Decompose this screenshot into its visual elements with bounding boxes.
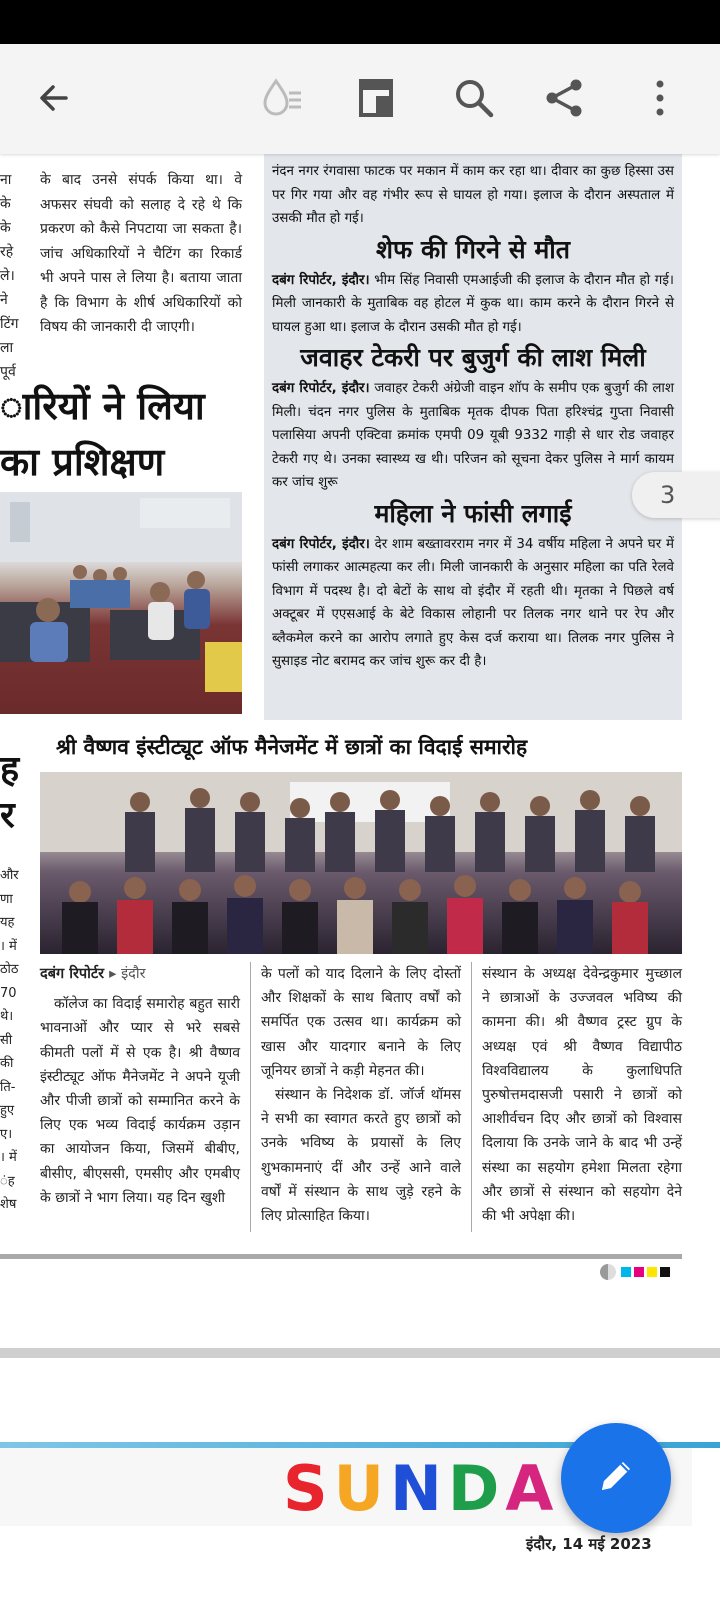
drop-text-icon	[259, 75, 305, 121]
left-column-text: के बाद उनसे संपर्क किया था। वे अफसर संघवी को सलाह दे रहे थे कि प्रकरण को कैसे निपटाया जा सकता है। जांच अधिकारियों ने चैटिंग का रिकार्ड भी अपने पास ले लिया है। बताया जाता है कि विभाग के शीर्ष अधिकारियों को विषय की जानकारी दी जाएगी।	[40, 172, 242, 335]
edit-fab-button[interactable]	[561, 1423, 671, 1533]
training-photo	[0, 492, 242, 714]
story-headline: जवाहर टेकरी पर बुजुर्ग की लाश मिली	[300, 343, 646, 372]
more-vert-icon	[654, 78, 666, 118]
more-options-button[interactable]	[636, 74, 684, 122]
story-text: दबंग रिपोर्टर, इंदौर। देर शाम बख्तावरराम नगर में 34 वर्षीय महिला ने अपने घर में फांसी लगाकर आत्महत्या कर ली। मिली जानकारी के अनुसार महिला का पति रेलवे विभाग में पदस्थ है। दो बेटों के साथ वो इंदौर में रहती थी। मृतका ने पिछले वर्ष अक्टूबर में एएसआई के बेटे विकास लोहानी पर तिलक नगर थाने पर रेप और ब्लैकमेल करने का आरोप लगाते हुए केस दर्ज कराया था। तिलक नगर पुलिस ने सुसाइड नोट बरामद कर जांच शुरू कर दी है।	[272, 536, 675, 669]
yellow-swatch	[647, 1267, 657, 1277]
section-rule	[0, 1254, 682, 1259]
search-icon	[453, 77, 495, 119]
masthead-letter: A	[505, 1452, 560, 1525]
byline-separator: ▸	[109, 966, 122, 982]
column-divider	[250, 962, 251, 1232]
masthead-letter: N	[390, 1452, 448, 1525]
training-headline: ारियों ने लिया का प्रशिक्षण	[0, 383, 205, 484]
left-cut-text: और णा यह । में ठोठ 70 थे। सी की ति- हुए ए। । में ंह शेष	[0, 868, 19, 1212]
story-text: दबंग रिपोर्टर, इंदौर। जवाहर टेकरी अंग्रेजी वाइन शॉप के समीप एक बुजुर्ग की लाश मिली। चंदन नगर पुलिस के मुताबिक मृतक दीपक पिता हरिश्चंद्र गुप्ता निवासी पलासिया अपनी एक्टिवा क्रमांक एमपी 09 यूबी 9332 गाड़ी से धार रोड जवाहर टेकरी गए थे। उनका स्वास्थ्य ख थी। परिजन को सूचना देकर पुलिस ने मार्ग कायम कर जांच शुरू	[272, 381, 674, 490]
article-paragraph: कॉलेज का विदाई समारोह बहुत सारी भावनाओं और प्यार से भरे सबसे कीमती पलों में से एक है। श्री वैष्णव इंस्टीट्यूट ऑफ मैनेजमेंट ने अपने यूजी और पीजी छात्रों को सम्मानित करने के लिए एक भव्य विदाई कार्यक्रम उड़ान का आयोजन किया, जिसमें बीबीए, बीसीए, बीएससी, एमसीए और एमबीए के छात्रों ने भाग लिया। यह दिन खुशी	[40, 996, 240, 1206]
viewer-toolbar	[0, 44, 720, 154]
share-button[interactable]	[540, 74, 588, 122]
masthead-title	[283, 1454, 559, 1524]
article-column-2	[261, 962, 461, 1228]
status-bar	[0, 0, 720, 44]
newspaper-page[interactable]	[0, 154, 720, 1600]
brief-intro-text: नंदन नगर रंगवासा फाटक पर मकान में काम कर रहा था। दीवार का कुछ हिस्सा उस पर गिर गया और वह गंभीर रूप से घायल हो गया। इलाज के दौरान अस्पताल में उसकी मौत हो गई।	[272, 164, 674, 226]
share-icon	[543, 77, 585, 119]
print-registration-marks	[600, 1264, 670, 1280]
layout-icon	[358, 78, 394, 118]
pencil-edit-icon	[594, 1454, 638, 1502]
arrow-left-icon	[34, 78, 74, 118]
text-mode-button[interactable]	[258, 74, 306, 122]
story-headline: महिला ने फांसी लगाई	[374, 498, 572, 528]
registration-circle-icon	[600, 1264, 616, 1280]
article-column-1	[40, 962, 240, 1210]
article-paragraph: के पलों को याद दिलाने के लिए दोस्तों और शिक्षकों के साथ बिताए वर्षों को समर्पित एक उत्सव था। कार्यक्रम को खास और यादगार बनाने के लिए जूनियर छात्रों ने कड़ी मेहनत की।	[261, 966, 461, 1079]
page-number-badge[interactable]: 3	[632, 472, 720, 518]
article-column-3	[482, 962, 682, 1228]
article-byline: दबंग रिपोर्टर ▸ इंदौर	[40, 966, 146, 982]
event-headline: श्री वैष्णव इंस्टीट्यूट ऑफ मैनेजमेंट में छात्रों का विदाई समारोह	[56, 735, 528, 759]
left-cut-text: ना के के रहे ले। ने टिंग ला पूर्व	[0, 172, 19, 380]
cyan-swatch	[621, 1267, 631, 1277]
dateline: इंदौर, 14 मई 2023	[526, 1535, 652, 1553]
masthead-letter: S	[283, 1452, 334, 1525]
black-swatch	[660, 1267, 670, 1277]
layout-button[interactable]	[352, 74, 400, 122]
page-separator	[0, 1348, 720, 1358]
masthead-letter: D	[447, 1452, 506, 1525]
story-text: दबंग रिपोर्टर, इंदौर। भीम सिंह निवासी एमआईजी की इलाज के दौरान मौत हो गई। मिली जानकारी के मुताबिक वह होटल में कुक था। काम करने के दौरान गिरने से घायल हुआ था। इलाज के दौरान उसकी मौत हो गई।	[272, 272, 674, 335]
back-button[interactable]	[30, 74, 78, 122]
story-headline: शेफ की गिरने से मौत	[376, 234, 570, 264]
masthead-letter: U	[333, 1452, 391, 1525]
article-paragraph: संस्थान के निदेशक डॉ. जॉर्ज थॉमस ने सभी का स्वागत करते हुए छात्रों को उनके भविष्य के प्रयासों के लिए शुभकामनाएं दीं और उन्हें आने वाले वर्षों में संस्थान के साथ जुड़े रहने के लिए प्रोत्साहित किया।	[261, 1087, 461, 1225]
search-button[interactable]	[450, 74, 498, 122]
magenta-swatch	[634, 1267, 644, 1277]
farewell-group-photo	[40, 772, 682, 954]
left-cut-headline: ह र	[0, 748, 20, 836]
article-paragraph: संस्थान के अध्यक्ष देवेन्द्रकुमार मुच्छाल ने छात्राओं के उज्जवल भविष्य की कामना की। श्री वैष्णव ट्रस्ट ग्रुप के अध्यक्ष एवं श्री वैष्णव विद्यापीठ विश्वविद्यालय के कुलाधिपति पुरुषोत्तमदासजी पसारी ने छात्रों को आशीर्वचन दिए और छात्रों को विश्वास दिलाया कि उनके जाने के बाद भी उन्हें संस्था का सहयोग हमेशा मिलता रहेगा और छात्रों से संस्थान को सहयोग देने की भी अपेक्षा की।	[482, 966, 682, 1225]
news-briefs-box	[264, 154, 682, 720]
column-divider	[471, 962, 472, 1232]
